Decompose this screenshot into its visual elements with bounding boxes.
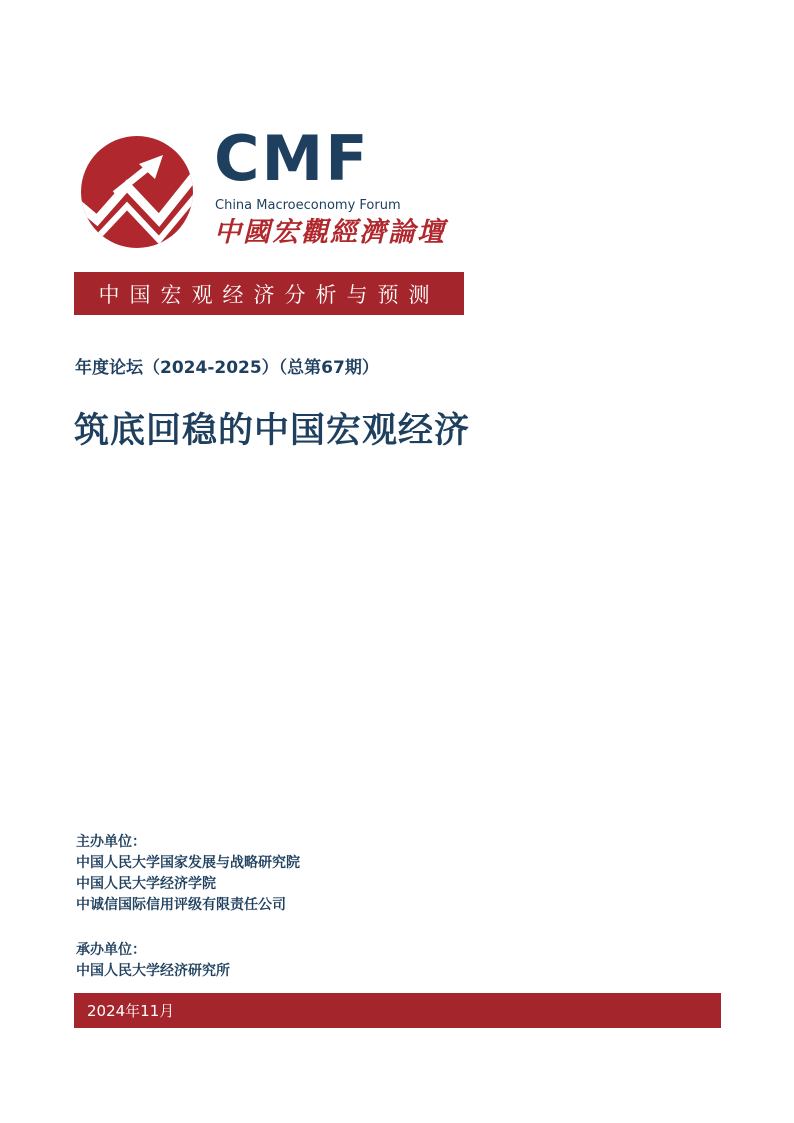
publication-date: 2024年11月 [87,1002,175,1020]
organizer-item: 中国人民大学经济研究所 [76,963,230,979]
sponsor-item: 中国人民大学国家发展与战略研究院 [76,855,300,871]
document-title: 筑底回稳的中国宏观经济 [74,411,471,451]
logo-acronym: CMF [214,122,370,195]
series-banner: 中国宏观经济分析与预测 [74,272,464,315]
sponsor-item: 中诚信国际信用评级有限责任公司 [76,897,286,913]
sponsors-label: 主办单位： [76,834,146,850]
organizer-label: 承办单位： [76,942,146,958]
logo-chinese-name: 中國宏觀經濟論壇 [214,217,446,248]
cmf-logo-icon [75,136,199,248]
sponsors-block [76,832,300,916]
date-bar [74,993,721,1028]
sponsor-item: 中国人民大学经济学院 [76,876,216,892]
logo-english-name: China Macroeconomy Forum [215,198,401,213]
issue-line: 年度论坛（2024-2025）（总第67期） [75,358,379,378]
organizer-block [76,940,230,982]
